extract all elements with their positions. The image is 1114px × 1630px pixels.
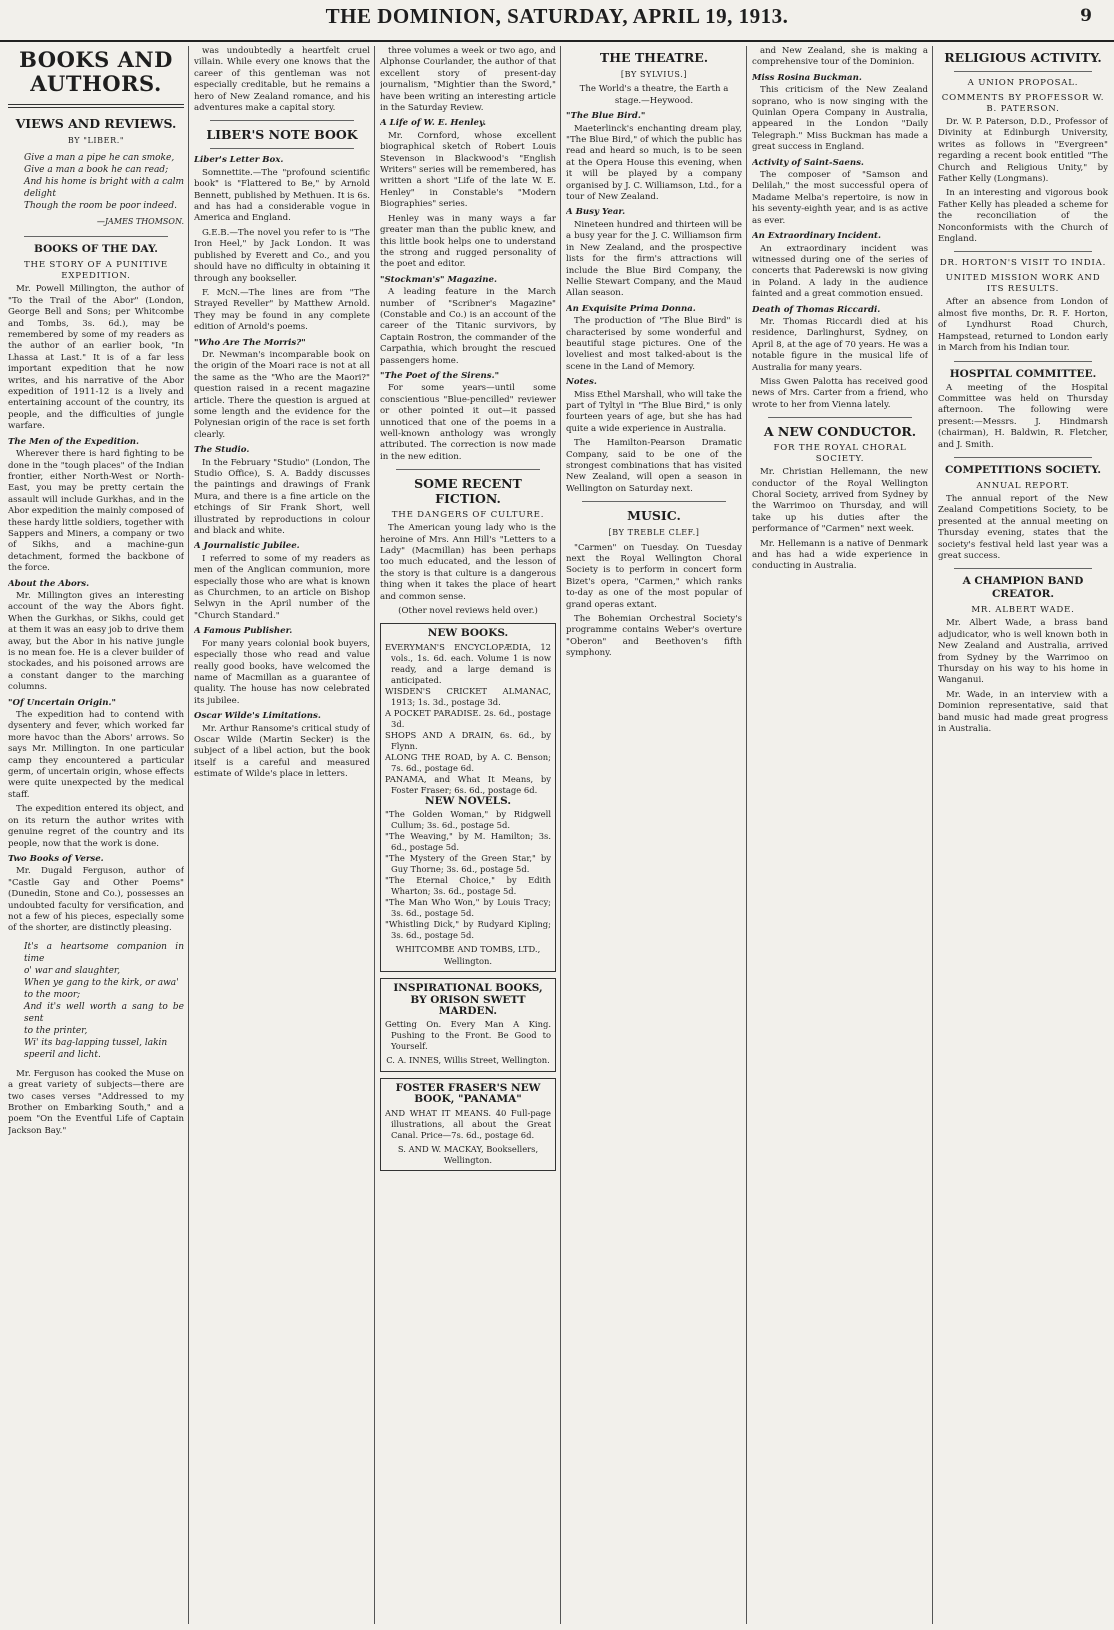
competitions-society-heading: COMPETITIONS SOCIETY. (944, 463, 1102, 476)
quoted-poem (24, 941, 184, 1061)
ad-item: A POCKET PARADISE. 2s. 6d., postage 3d. (385, 707, 551, 729)
ad-item: EVERYMAN'S ENCYCLOPÆDIA, 12 vols., 1s. 6d. each. Volume 1 is now ready, and a large demand is anticipated. (385, 641, 551, 685)
article-paragraph: Mr. Ferguson has cooked the Muse on a great variety of subjects—there are two cases verses "Addressed to my Brother on Embarking South," and a poem "On the Eventful Life of Captain Jackson Bay." (8, 1068, 184, 1136)
article-paragraph: An extraordinary incident was witnessed during one of the series of concerts that Paderewski is now giving in Poland. A lady in the audience fainted and a great commotion ensued. (752, 243, 928, 300)
separator (768, 417, 912, 418)
article-note: (Other novel reviews held over.) (398, 606, 538, 617)
ad-item: Getting On. Every Man A King. Pushing to the Front. Be Good to Yourself. (385, 1019, 551, 1052)
poem-line: It's a heartsome companion in time (24, 941, 184, 964)
ad-address: C. A. INNES, Willis Street, Wellington. (386, 1055, 550, 1066)
subhead: Miss Rosina Buckman. (752, 72, 862, 83)
article-paragraph: Mr. Christian Hellemann, the new conductor of the Royal Wellington Choral Society, arrived from Sydney by the Warrimoo on Thursday, and will take up his duties after the performance of "Carmen" next week. (752, 467, 928, 535)
ad-address: WHITCOMBE AND TOMBS, LTD., Wellington. (395, 944, 541, 966)
motto: The World's a theatre, the Earth a stage.—Heywood. (579, 84, 729, 106)
recent-fiction-heading: SOME RECENT FICTION. (414, 476, 522, 507)
poem-line: Wi' its bag-lapping tussel, lakin (24, 1037, 168, 1048)
champion-band-subheading: MR. ALBERT WADE. (971, 605, 1075, 616)
verse-line: Give a man a pipe he can smoke, (24, 153, 175, 164)
separator (210, 148, 354, 149)
article-paragraph: F. McN.—The lines are from "The Strayed Reveller" by Matthew Arnold. They may be found in any complete edition of Arnold's poems. (194, 287, 370, 333)
ad-item: "The Mystery of the Green Star," by Guy Thorne; 3s. 6d., postage 5d. (385, 853, 551, 875)
article-paragraph: and New Zealand, she is making a comprehensive tour of the Dominion. (752, 46, 928, 68)
ad-title: FOSTER FRASER'S NEW BOOK, "PANAMA" (395, 1081, 541, 1106)
verse-attribution: —JAMES THOMSON. (96, 217, 184, 227)
subhead: An Extraordinary Incident. (752, 231, 881, 242)
subhead: Notes. (566, 377, 597, 388)
ad-item: SHOPS AND A DRAIN, 6s. 6d., by Flynn. (385, 729, 551, 751)
comments-byline: COMMENTS BY PROFESSOR W. B. PATERSON. (941, 93, 1105, 114)
column-4 (566, 46, 742, 1624)
column-rule (746, 46, 747, 1624)
libers-note-book-heading: LIBER'S NOTE BOOK (206, 127, 358, 143)
article-paragraph: Mr. Powell Millington, the author of "To the Trail of the Abor" (London, George Bell and Sons; per Whitcombe and Tombs, 3s. 6d.), may be remembered by some of my readers as the author of an earlier book, "In Lhassa at Last." It is of a far less important expedition that he now writes, and his narrative of the Abor expedition of 1911-12 is a lively and entertaining account of the country, its people, and the difficulties of jungle warfare. (8, 284, 184, 432)
subhead: About the Abors. (8, 578, 90, 589)
champion-band-heading: A CHAMPION BAND CREATOR. (962, 575, 1084, 601)
separator (954, 361, 1092, 362)
separator (954, 457, 1092, 458)
article-paragraph: Mr. Hellemann is a native of Denmark and has had a wide experience in conducting in Australia. (752, 538, 928, 572)
article-paragraph: "Carmen" on Tuesday. On Tuesday next the Royal Wellington Choral Society is to perform in concert form Bizet's opera, "Carmen," which ranks to-day as one of the most popular of grand operas extant. (566, 542, 742, 610)
poem-line: And it's well worth a sang to be sent (24, 1001, 184, 1024)
article-paragraph: Somnettite.—The "profound scientific book" is "Flattered to Be," by Arnold Bennett, published by Methuen. It is 6s. and has had a considerable vogue in America and England. (194, 167, 370, 224)
ad-item: PANAMA, and What It Means, by Foster Fraser; 6s. 6d., postage 6d. (385, 773, 551, 795)
subhead: The Studio. (194, 445, 250, 456)
masthead (0, 0, 1114, 42)
article-paragraph: This criticism of the New Zealand soprano, who is now singing with the Quinlan Opera Company in Australia, appeared in the London "Daily Telegraph." Miss Buckman has made a great success in England. (752, 85, 928, 153)
byline: [BY TREBLE CLEF.] (608, 528, 700, 538)
separator (954, 71, 1092, 72)
page-number: 9 (1080, 6, 1092, 26)
ad-title: NEW BOOKS. (427, 627, 509, 640)
separator (582, 501, 726, 502)
article-paragraph: was undoubtedly a heartfelt cruel villain. While every one knows that the career of this gentleman was not especially creditable, but he remains a hero of New Zealand romance, and his adventures make a capital story. (194, 46, 370, 114)
separator (396, 469, 540, 470)
verse-line: Though the room be poor indeed. (24, 201, 177, 212)
ad-item: "Whistling Dick," by Rudyard Kipling; 3s. 6d., postage 5d. (385, 919, 551, 941)
article-paragraph: Dr. W. P. Paterson, D.D., Professor of Divinity at Edinburgh University, writes as follows in "Evergreen" regarding a recent book entitled "The Church and Religious Unity," by Father Kelly (Longmans). (938, 117, 1108, 185)
subhead: Liber's Letter Box. (194, 155, 284, 166)
byline: BY "LIBER." (67, 136, 125, 145)
union-proposal-heading: A UNION PROPOSAL. (967, 78, 1079, 88)
column-2 (194, 46, 370, 1624)
article-paragraph: Maeterlinck's enchanting dream play, "The Blue Bird," of which the public has read and heard so much, is to be seen at the Opera House this evening, when it will be played by a company organised by J. C. Williamson, Ltd., for a tour of New Zealand. (566, 123, 742, 203)
article-paragraph: The expedition entered its object, and on its return the author writes with genuine regret of the country and its people, now that the work is done. (8, 804, 184, 849)
subhead: "The Poet of the Sirens." (380, 370, 500, 381)
masthead-title: THE DOMINION, SATURDAY, APRIL 19, 1913. (325, 4, 789, 28)
article-paragraph: The composer of "Samson and Delilah," the most successful opera of Madame Melba's repertoire, is now in his seventy-eighth year, and is as active as ever. (752, 170, 928, 226)
column-rule (374, 46, 375, 1624)
article-paragraph: G.E.B.—The novel you refer to is "The Iron Heel," by Jack London. It was published by Everett and Co., and you should have no difficulty in obtaining it through any bookseller. (194, 227, 370, 284)
subhead: A Famous Publisher. (194, 626, 293, 637)
advertisement-foster-fraser (380, 1078, 556, 1172)
ad-item: "The Golden Woman," by Ridgwell Cullum; 3s. 6d., postage 5d. (385, 809, 551, 831)
article-paragraph: Henley was in many ways a far greater man than the public knew, and this little book helps one to understand the strong and rugged personality of the poet and editor. (380, 213, 556, 270)
column-rule (560, 46, 561, 1624)
ad-item: "The Man Who Won," by Louis Tracy; 3s. 6d., postage 5d. (385, 897, 551, 919)
column-6 (938, 46, 1108, 1624)
article-paragraph: In the February "Studio" (London, The Studio Office), S. A. Baddy discusses the paintings and drawings of Frank Mura, and there is a fine article on the etchings of Sir Frank Short, well illustrated by reproductions in colour and black and white. (194, 457, 370, 537)
ad-item: AND WHAT IT MEANS. 40 Full-page illustrations, all about the Great Canal. Price—7s. 6d., postage 6d. (385, 1107, 551, 1140)
advertisement-new-books (380, 623, 556, 972)
separator (210, 120, 354, 121)
hospital-committee-heading: HOSPITAL COMMITTEE. (949, 367, 1097, 380)
article-paragraph: three volumes a week or two ago, and Alphonse Courlander, the author of that excellent story of present-day journalism, "Mightier than the Sword," have been writing an interesting article in the Saturday Review. (380, 46, 556, 114)
views-and-reviews-heading: VIEWS AND REVIEWS. (15, 116, 177, 131)
article-paragraph: The annual report of the New Zealand Competitions Society, to be presented at the annual meeting on Thursday evening, states that the society's festival held last year was a great success. (938, 493, 1108, 561)
section-title-books-and-authors: BOOKS AND AUTHORS. (19, 47, 173, 96)
subhead: Oscar Wilde's Limitations. (194, 711, 321, 722)
separator (954, 568, 1092, 569)
subhead: Death of Thomas Riccardi. (752, 304, 881, 315)
new-conductor-heading: A NEW CONDUCTOR. (763, 424, 917, 440)
theatre-heading: THE THEATRE. (599, 50, 709, 65)
article-paragraph: Mr. Wade, in an interview with a Dominion representative, said that band music had made great progress in Australia. (938, 689, 1108, 735)
horton-subheading: UNITED MISSION WORK AND ITS RESULTS. (945, 273, 1101, 295)
epigraph-verse (24, 152, 184, 228)
column-5 (752, 46, 928, 1624)
article-paragraph: Mr. Cornford, whose excellent biographical sketch of Robert Louis Stevenson in Blackwood's "English Writers" series will be remembered, has written a short "Life of the late W. E. Henley" in Constable's "Modern Biographies" series. (380, 130, 556, 210)
column-3 (380, 46, 556, 1624)
ad-item: "The Eternal Choice," by Edith Wharton; 3s. 6d., postage 5d. (385, 875, 551, 897)
poem-line: to the moor; (24, 989, 81, 1000)
advertisement-inspirational-books (380, 978, 556, 1072)
separator (24, 236, 168, 237)
column-rule (932, 46, 933, 1624)
article-paragraph: Nineteen hundred and thirteen will be a busy year for the J. C. Williamson firm in New Zealand, and the prospective lists for the firm's attractions will include the Blue Bird Company, the Nellie Stewart Company, and the Maud Allan season. (566, 219, 742, 299)
article-paragraph: For many years colonial book buyers, especially those who read and value really good books, have welcomed the name of Macmillan as a guarantee of quality. The house has now celebrated its jubilee. (194, 638, 370, 706)
poem-line: When ye gang to the kirk, or awa' (24, 977, 179, 988)
article-paragraph: Miss Ethel Marshall, who will take the part of Tyltyl in "The Blue Bird," is only fourteen years of age, but she has had quite a wide experience in Australia. (566, 389, 742, 434)
poem-line: speeril and licht. (24, 1049, 101, 1060)
double-rule (8, 104, 184, 108)
article-paragraph: The Bohemian Orchestral Society's programme contains Weber's overture "Oberon" and Beethoven's fifth symphony. (566, 614, 742, 659)
byline: [BY SYLVIUS.] (620, 70, 688, 79)
article-paragraph: Dr. Newman's incomparable book on the origin of the Moari race is not at all the same as the "Who are the Maori?" question raised in a recent magazine article. There the question is argued at some length and the evidence for the Polynesian origin of the race is set forth clearly. (194, 349, 370, 440)
subhead: A Journalistic Jubilee. (194, 541, 300, 552)
separator (954, 251, 1092, 252)
subhead: The Men of the Expedition. (8, 436, 140, 447)
article-paragraph: Mr. Albert Wade, a brass band adjudicator, who is well known both in New Zealand and Australia, arrived from Sydney by the Warrimoo on Thursday on his way to his home in Wanganui. (938, 618, 1108, 686)
article-paragraph: The expedition had to contend with dysentery and fever, which worked far more havoc than the Abors' arrows. So says Mr. Millington. In one particular camp they encountered a particular germ, of uncertain origin, whose effects were quite unexpected by the medical staff. (8, 710, 184, 800)
verse-line: Give a man a book he can read; (24, 165, 169, 176)
column-rule (188, 46, 189, 1624)
horton-heading: DR. HORTON'S VISIT TO INDIA. (939, 258, 1107, 269)
article-paragraph: The American young lady who is the heroine of Mrs. Ann Hill's "Letters to a Lady" (Macmillan) has been perhaps too much educated, and the lesson of the story is that culture is a dangerous thing when it takes the place of heart and common sense. (380, 523, 556, 602)
subhead: A Life of W. E. Henley. (380, 118, 486, 129)
subhead: "Of Uncertain Origin." (8, 697, 116, 708)
article-paragraph: I referred to some of my readers as men of the Anglican communion, more especially those who are what is known as Churchmen, to an article on Bishop Selwyn in the April number of the "Church Standard." (194, 553, 370, 621)
ad-item: "The Weaving," by M. Hamilton; 3s. 6d., postage 5d. (385, 831, 551, 853)
article-paragraph: Mr. Arthur Ransome's critical study of Oscar Wilde (Martin Secker) is the subject of a libel action, but the book itself is a careful and measured estimate of Wilde's place in letters. (194, 723, 370, 780)
article-paragraph: A meeting of the Hospital Committee was held on Thursday afternoon. The following were present:—Messrs. J. Hindmarsh (chairman), H. Baldwin, R. Fletcher, and J. Smith. (938, 382, 1108, 450)
article-paragraph: For some years—until some conscientious "Blue-pencilled" reviewer or other pointed it out—it passed unnoticed that one of the poems in a well-known anthology was wrongly attributed. The correction is now made in the new edition. (380, 383, 556, 462)
story-subheading: THE STORY OF A PUNITIVE EXPEDITION. (24, 260, 168, 282)
verse-line: And his home is bright with a calm delight (24, 177, 184, 200)
ad-address: S. AND W. MACKAY, Booksellers, Wellington. (397, 1143, 539, 1165)
article-paragraph: After an absence from London of almost five months, Dr. R. F. Horton, of Lyndhurst Road Church, Hampstead, returned to London early in March from his Indian tour. (938, 297, 1108, 354)
subhead: An Exquisite Prima Donna. (566, 303, 696, 314)
ad-subtitle: NEW NOVELS. (424, 794, 511, 807)
article-paragraph: Mr. Thomas Riccardi died at his residence, Darlinghurst, Sydney, on April 8, at the age of 70 years. He was a notable figure in the musical life of Australia for many years. (752, 316, 928, 373)
religious-activity-heading: RELIGIOUS ACTIVITY. (944, 50, 1102, 65)
ad-item: ALONG THE ROAD, by A. C. Benson; 7s. 6d., postage 6d. (385, 751, 551, 773)
subhead: Activity of Saint-Saens. (752, 157, 864, 168)
ad-title: INSPIRATIONAL BOOKS, BY ORISON SWETT MARDEN. (393, 982, 543, 1017)
subhead: A Busy Year. (566, 207, 626, 218)
article-paragraph: Miss Gwen Palotta has received good news of Mrs. Carter from a friend, who wrote to her from Vienna lately. (752, 376, 928, 410)
subhead: "Stockman's" Magazine. (380, 274, 497, 285)
article-paragraph: Mr. Dugald Ferguson, author of "Castle Gay and Other Poems" (Dunedin, Stone and Co.), possesses an undoubted faculty for versification, and not a few of his pieces, especially some of the shorter, are distinctly pleasing. (8, 866, 184, 934)
article-paragraph: Mr. Millington gives an interesting account of the way the Abors fight. When the Gurkhas, or Sikhs, could get at them it was an easy job to drive them away, but the Abor in his native jungle is no mean foe. He is a clever builder of stockades, and his poisoned arrows are a constant danger to the marching columns. (8, 590, 184, 693)
recent-fiction-subheading: THE DANGERS OF CULTURE. (391, 510, 545, 521)
subhead: Two Books of Verse. (8, 853, 104, 864)
ad-item: WISDEN'S CRICKET ALMANAC, 1913; 1s. 3d., postage 3d. (385, 685, 551, 707)
books-of-the-day-heading: BOOKS OF THE DAY. (34, 243, 158, 256)
article-paragraph: The production of "The Blue Bird" is characterised by some wonderful and beautiful stage pictures. One of the loveliest and most talked-about is the scene in the Land of Memory. (566, 316, 742, 372)
subhead: "Who Are The Morris?" (194, 337, 306, 348)
poem-line: o' war and slaughter, (24, 965, 121, 976)
music-heading: MUSIC. (627, 508, 681, 524)
article-paragraph: In an interesting and vigorous book Father Kelly has pleaded a scheme for the reconciliation of the Nonconformists with the Church of England. (938, 188, 1108, 245)
article-paragraph: A leading feature in the March number of "Scribner's Magazine" (Constable and Co.) is an account of the career of the Titanic survivors, by Captain Rostron, the commander of the Carpathia, which brought the rescued passengers home. (380, 287, 556, 366)
annual-report-heading: ANNUAL REPORT. (976, 480, 1070, 491)
article-paragraph: Wherever there is hard fighting to be done in the "tough places" of the Indian frontier, either North-West or North-East, you may be pretty certain the assault will include Gurkhas, and in the Abor expedition the mainly composed of these hardy little soldiers, together with Sappers and Miners, a company or two of Sikhs, and a machine-gun detachment, formed the backbone of the force. (8, 449, 184, 574)
new-conductor-subheading: FOR THE ROYAL CHORAL SOCIETY. (773, 443, 907, 465)
poem-line: to the printer, (24, 1025, 88, 1036)
article-paragraph: The Hamilton-Pearson Dramatic Company, said to be one of the strongest combinations that has visited New Zealand, will open a season in Wellington on Saturday next. (566, 438, 742, 494)
subhead: "The Blue Bird." (566, 111, 646, 122)
column-1 (8, 46, 184, 1624)
